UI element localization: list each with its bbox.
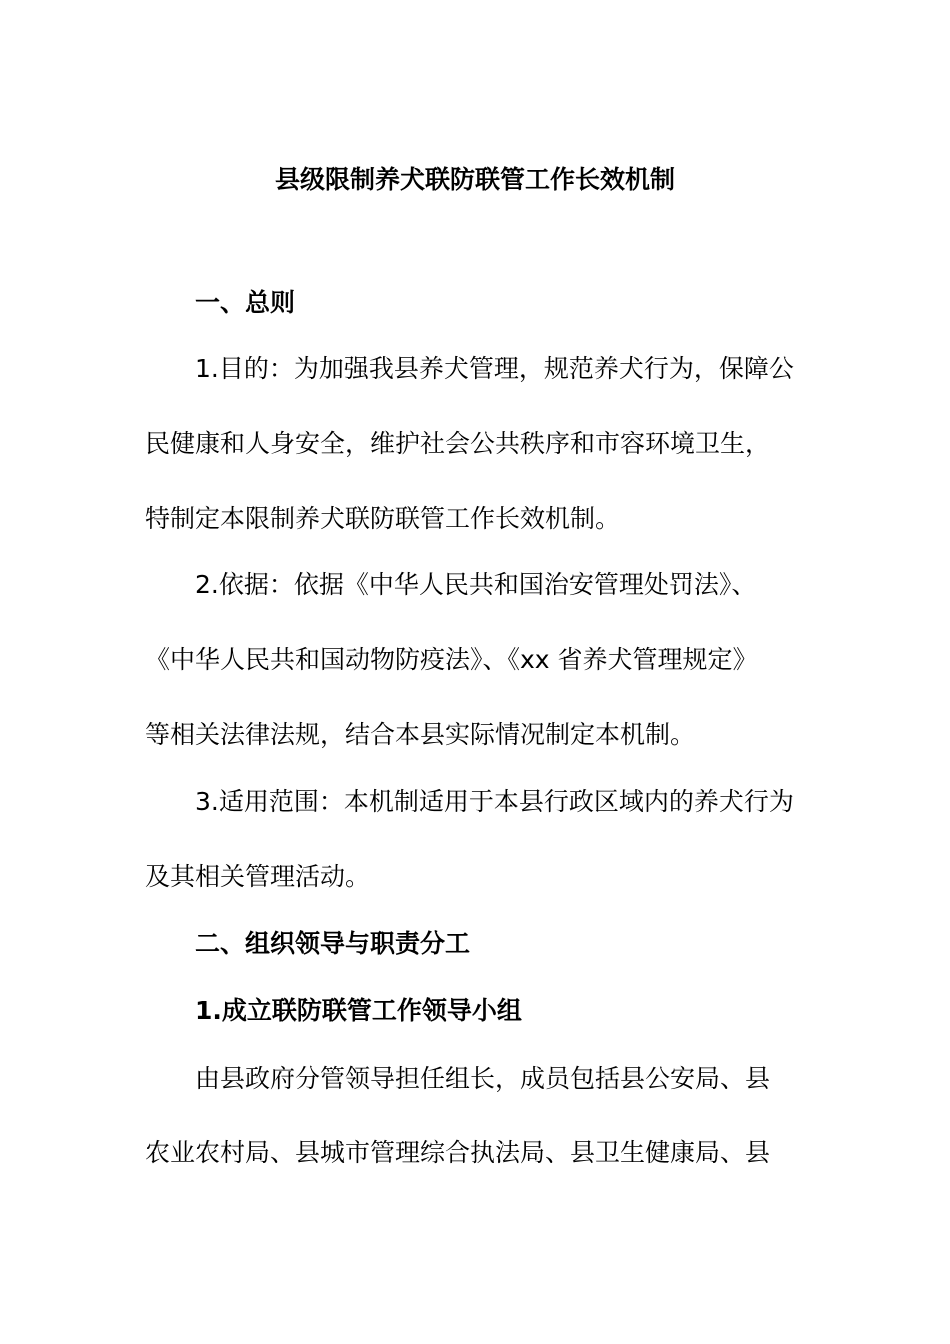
paragraph-line: 3.适用范围：本机制适用于本县行政区域内的养犬行为 (195, 787, 794, 816)
paragraph-line: 特制定本限制养犬联防联管工作长效机制。 (145, 504, 621, 533)
paragraph-line: 1.目的：为加强我县养犬管理，规范养犬行为，保障公 (195, 354, 794, 383)
document-title: 县级限制养犬联防联管工作长效机制 (274, 165, 675, 194)
paragraph-line: 2.依据：依据《中华人民共和国治安管理处罚法》、 (195, 570, 757, 599)
subsection-heading: 1.成立联防联管工作领导小组 (195, 996, 522, 1025)
paragraph-line: 等相关法律法规，结合本县实际情况制定本机制。 (145, 720, 696, 749)
paragraph-line: 及其相关管理活动。 (145, 862, 371, 891)
paragraph-line: 由县政府分管领导担任组长，成员包括县公安局、县 (195, 1064, 771, 1093)
paragraph-line: 民健康和人身安全，维护社会公共秩序和市容环境卫生， (145, 429, 771, 458)
paragraph-line: 农业农村局、县城市管理综合执法局、县卫生健康局、县 (145, 1138, 771, 1167)
section-heading: 二、组织领导与职责分工 (195, 929, 471, 958)
paragraph-line: 《中华人民共和国动物防疫法》、《xx 省养犬管理规定》 (145, 645, 758, 674)
section-heading: 一、总则 (195, 288, 296, 317)
